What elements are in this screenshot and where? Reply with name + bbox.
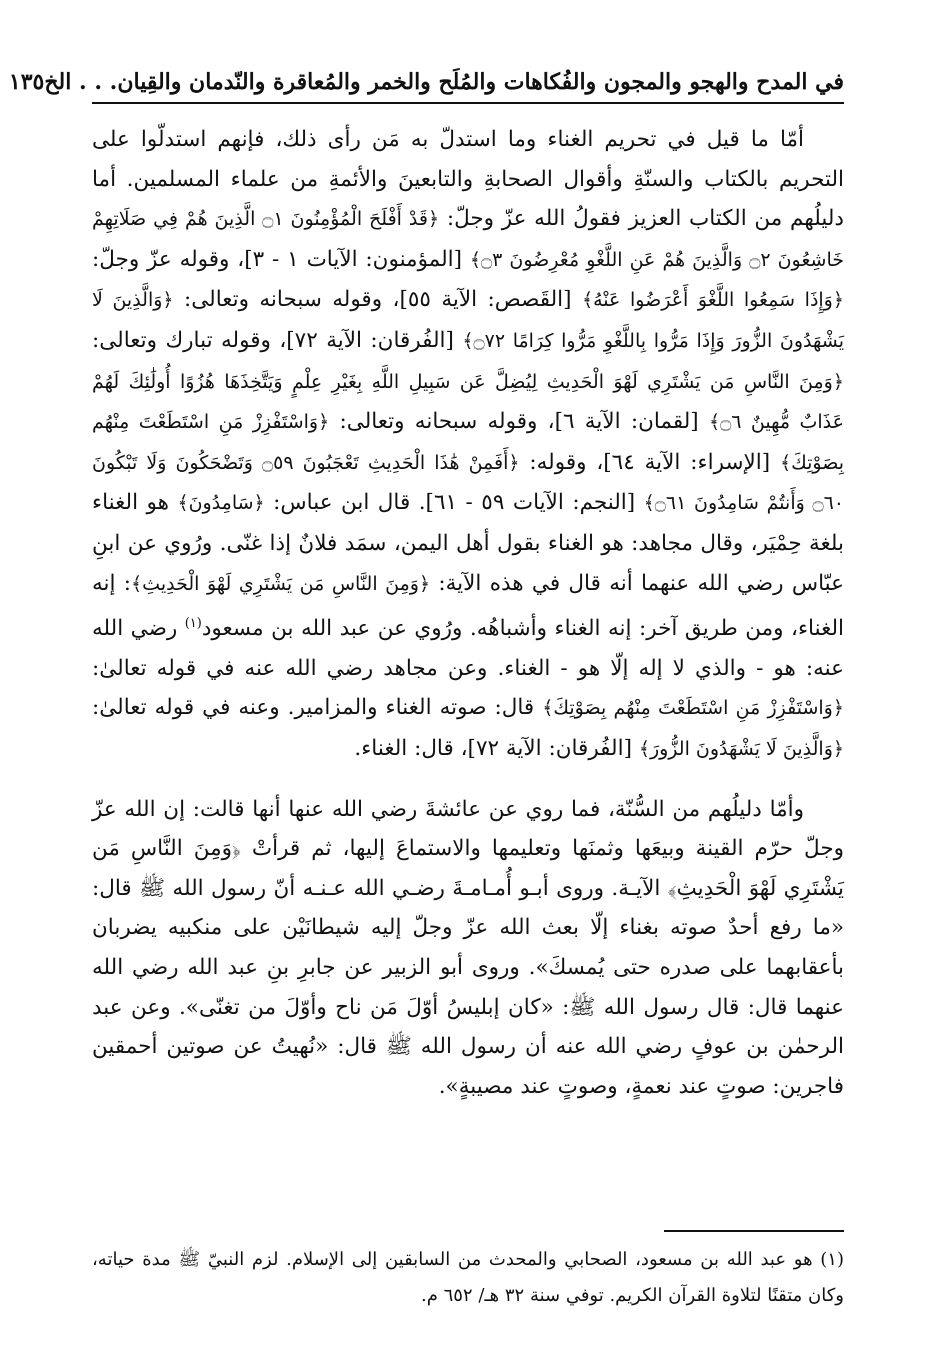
running-title: في المدح والهجو والمجون والفُكاهات والمُلَح والخمر والمُعاقرة والنّدمان والقِيان. . . الخ	[44, 69, 844, 95]
text-segment: [الفُرقان: الآية ٧٢]، قال: الغناء.	[354, 736, 639, 762]
quran-verse: ﴿وَاسْتَفْزِزْ مَنِ اسْتَطَعْتَ مِنْهُم بِصَوْتِكَ﴾	[542, 697, 844, 720]
text-segment: : إنه الغناء، ومن طريق آخر: إنه الغناء وأشباهُه. ورُوي عن عبد الله بن مسعود	[92, 570, 844, 642]
main-text	[92, 120, 844, 1106]
footnote-divider	[664, 1230, 844, 1232]
paragraph-sunnah-evidence: وأمّا دليلُهم من السُّنّة، فما روي عن عائشةَ رضي الله عنها أنها قالت: إن الله عزّ وجلّ حرّم القينة وبيعَها وثمنَها وتعليمها والاستماعَ إليها، ثم قرأتْ ﴿وَمِنَ النَّاسِ مَن يَشْتَرِي لَهْوَ الْحَدِيثِ﴾ الآيـة. وروى أبـو أُمـامـةَ رضـي الله عـنـه أنّ رسول الله ﷺ قال: «ما رفع أحدٌ صوته بغناء إلّا بعث الله عزّ وجلّ إليه شيطانَيْن على منكبيه يضربان بأعقابهما على صدره حتى يُمسكَ». وروى أبو الزبير عن جابرِ بنِ عبد الله رضي الله عنهما قال: قال رسول الله ﷺ: «كان إبليسُ أوّلَ مَن ناح وأوّلَ من تغنّى». وعن عبد الرحمٰن بن عوفٍ رضي الله عنه أن رسول الله ﷺ قال: «نُهيتُ عن صوتين أحمقين فاجرين: صوتٍ عند نعمةٍ، وصوتٍ عند مصيبةٍ».	[92, 796, 844, 1099]
text-segment: [لقمان: الآية ٦]، وقوله سبحانه وتعالى:	[329, 409, 709, 435]
text-segment: رضي الله عنه: هو - والذي لا إله إلّا هو - الغناء. وعن مجاهد رضي الله عنه في قوله تعالىٰ:	[92, 616, 844, 681]
quran-verse: ﴿وَالَّذِينَ لَا يَشْهَدُونَ الزُّورَ وَإِذَا مَرُّوا بِاللَّغْوِ مَرُّوا كِرَامًا ۝٧٢﴾	[92, 289, 844, 352]
text-segment: أمّا ما قيل في تحريم الغناء وما استدلّ به مَن رأى ذلك، فإنهم استدلّوا على التحريم بالكتاب والسنّةِ وأقوال الصحابةِ والتابعينَ والأئمةِ من علماء المسلمين. أما دليلُهم من الكتاب العزيز فقولُ الله عزّ وجلّ:	[92, 127, 844, 232]
page-number: ١٣٥	[8, 69, 45, 95]
quran-verse: ﴿وَإِذَا سَمِعُوا اللَّغْوَ أَعْرَضُوا عَنْهُ﴾	[581, 289, 844, 312]
text-segment: هو الغناء بلغة حِمْيَر، وقال مجاهد: هو الغناء بقول أهل اليمن، سمَد فلانٌ إذا غنّى. ورُوي عن ابنِ عبّاس رضي الله عنهما أنه قال في هذه الآية:	[92, 490, 844, 596]
quran-verse: ﴿قَدْ أَفْلَحَ الْمُؤْمِنُونَ ۝١ الَّذِينَ هُمْ فِي صَلَاتِهِمْ خَاشِعُونَ ۝٢ وَالَّذِينَ هُمْ عَنِ اللَّغْوِ مُعْرِضُونَ ۝٣﴾	[92, 208, 844, 271]
quran-verse: ﴿سَامِدُونَ﴾	[177, 492, 265, 515]
footnote-text: (١) هو عبد الله بن مسعود، الصحابي والمحدث من السابقين إلى الإسلام. لزم النبيّ ﷺ مدة حياته، وكان متقنًا لتلاوة القرآن الكريم. توفي سنة ٣٢ هـ/ ٦٥٢ م.	[92, 1249, 844, 1306]
text-segment: قال: صوته الغناء والمزامير. وعنه في قوله تعالىٰ:	[92, 695, 543, 721]
text-segment: [المؤمنون: الآيات ١ - ٣]، وقوله عزّ وجلّ:	[92, 246, 470, 272]
quran-verse: ﴿وَالَّذِينَ لَا يَشْهَدُونَ الزُّورَ﴾	[638, 738, 844, 761]
text-segment: [الإسراء: الآية ٦٤]، وقوله:	[519, 449, 780, 475]
text-segment: [النجم: الآيات ٥٩ - ٦١]. قال ابن عباس:	[264, 490, 644, 516]
quran-verse: ﴿وَمِنَ النَّاسِ مَن يَشْتَرِي لَهْوَ الْحَدِيثِ لِيُضِلَّ عَن سَبِيلِ اللَّهِ بِغَيْرِ عِلْمٍ وَيَتَّخِذَهَا هُزُوًا أُولَٰئِكَ لَهُمْ عَذَابٌ مُّهِينٌ ۝٦﴾	[92, 370, 844, 434]
paragraph-quran-evidence	[92, 120, 844, 770]
text-segment: [الفُرقان: الآية ٧٢]، وقوله تبارك وتعالى:	[92, 327, 463, 353]
footnote-marker: (١)	[184, 616, 202, 632]
quran-verse: ﴿وَاسْتَفْزِزْ مَنِ اسْتَطَعْتَ مِنْهُم بِصَوْتِكَ﴾	[92, 411, 844, 474]
quran-verse: ﴿أَفَمِنْ هَٰذَا الْحَدِيثِ تَعْجَبُونَ ۝٥٩ وَتَضْحَكُونَ وَلَا تَبْكُونَ ۝٦٠ وَأَنتُمْ سَامِدُونَ ۝٦١﴾	[92, 451, 844, 515]
running-header	[8, 62, 844, 104]
footnote	[92, 1242, 844, 1314]
text-segment: [القَصص: الآية ٥٥]، وقوله سبحانه وتعالى:	[173, 287, 582, 313]
quran-verse: ﴿وَمِنَ النَّاسِ مَن يَشْتَرِي لَهْوَ الْحَدِيثِ﴾	[131, 572, 431, 595]
